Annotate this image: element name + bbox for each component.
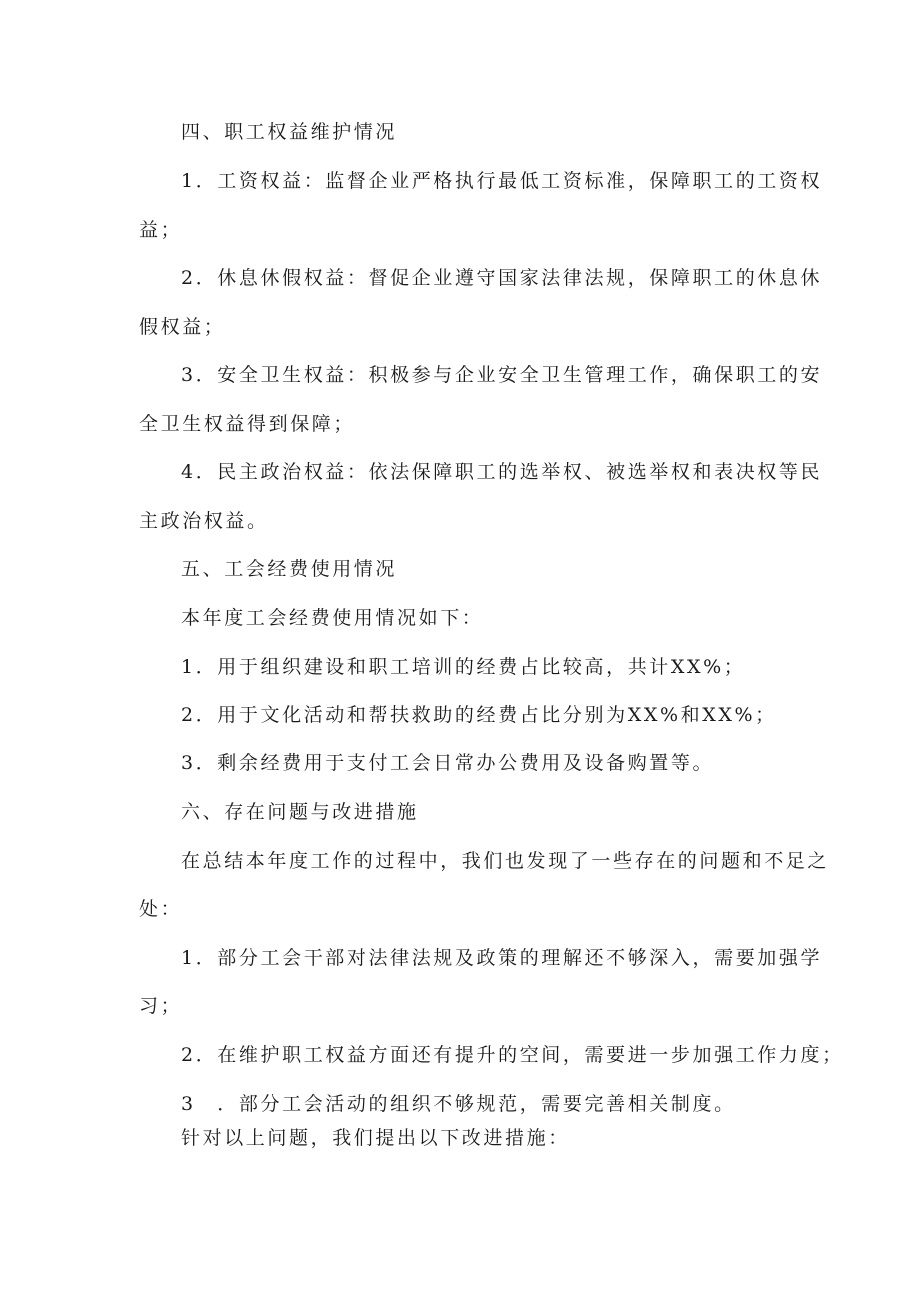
section-heading-5: 五、工会经费使用情况: [181, 558, 398, 580]
paragraph-problems-intro: 在总结本年度工作的过程中，我们也发现了一些存在的问题和不足之: [181, 850, 830, 872]
list-item-problem-3: 3 ．部分工会活动的组织不够规范，需要完善相关制度。: [181, 1093, 736, 1115]
paragraph-funds-intro: 本年度工会经费使用情况如下：: [181, 607, 484, 629]
paragraph-wage-rights: 1．工资权益：监督企业严格执行最低工资标准，保障职工的工资权: [181, 170, 823, 192]
section-heading-4: 四、职工权益维护情况: [181, 121, 398, 143]
list-item-problem-1-cont: 习；: [139, 995, 183, 1017]
paragraph-rest-rights: 2．休息休假权益：督促企业遵守国家法律法规，保障职工的休息休: [181, 267, 823, 289]
list-item-funds-3: 3．剩余经费用于支付工会日常办公费用及设备购置等。: [181, 752, 715, 774]
paragraph-wage-rights-cont: 益；: [139, 219, 183, 241]
list-item-funds-1: 1．用于组织建设和职工培训的经费占比较高，共计XX%；: [181, 656, 746, 678]
section-heading-6: 六、存在问题与改进措施: [181, 801, 419, 823]
list-item-problem-1: 1．部分工会干部对法律法规及政策的理解还不够深入，需要加强学: [181, 947, 823, 969]
paragraph-measures-intro: 针对以上问题，我们提出以下改进措施：: [181, 1127, 570, 1149]
paragraph-political-rights: 4．民主政治权益：依法保障职工的选举权、被选举权和表决权等民: [181, 461, 823, 483]
paragraph-safety-rights: 3．安全卫生权益：积极参与企业安全卫生管理工作，确保职工的安: [181, 364, 823, 386]
list-item-problem-2: 2．在维护职工权益方面还有提升的空间，需要进一步加强工作力度；: [181, 1044, 844, 1066]
paragraph-political-rights-cont: 主政治权益。: [139, 510, 269, 532]
paragraph-rest-rights-cont: 假权益；: [139, 316, 226, 338]
list-item-funds-2: 2．用于文化活动和帮扶救助的经费占比分别为XX%和XX%；: [181, 704, 777, 726]
paragraph-safety-rights-cont: 全卫生权益得到保障；: [139, 413, 356, 435]
paragraph-problems-intro-cont: 处：: [139, 898, 183, 920]
